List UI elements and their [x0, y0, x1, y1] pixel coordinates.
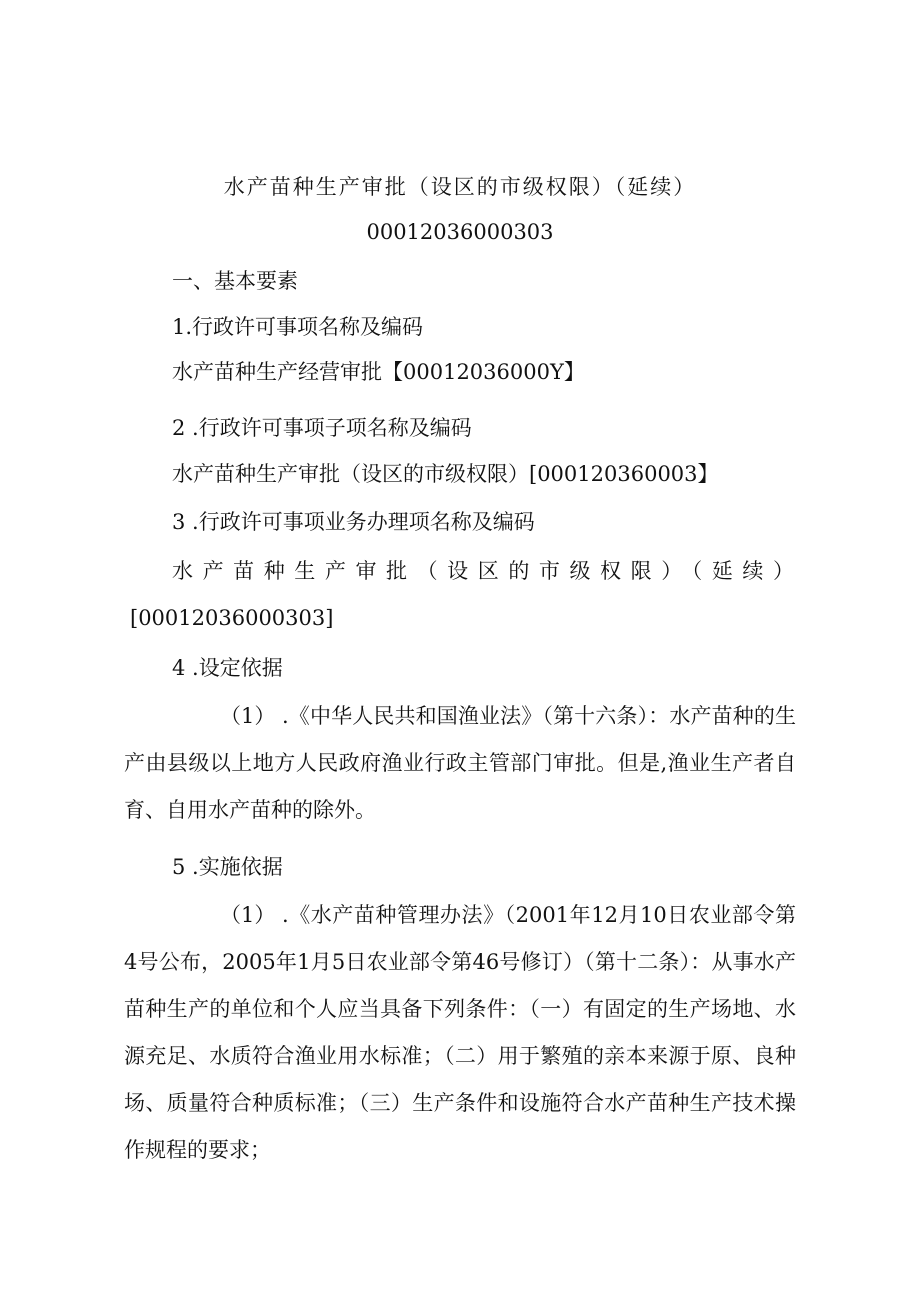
section-heading-basic-elements: 一、基本要素	[172, 269, 298, 293]
item-3-label: 3 .行政许可事项业务办理项名称及编码	[172, 510, 535, 534]
item-5-paragraph	[124, 892, 796, 1174]
item-2-value: 水产苗种生产审批（设区的市级权限）[000120360003】	[172, 462, 719, 486]
item-4-label: 4 .设定依据	[172, 656, 283, 680]
item-1-label: 1.行政许可事项名称及编码	[172, 315, 424, 339]
item-4-subitem-number: （1）	[220, 704, 276, 728]
item-5-subitem-number: （1）	[220, 903, 276, 927]
item-4-paragraph	[124, 693, 796, 834]
item-3-value-line1: 水产苗种生产审批（设区的市级权限）（延续）	[172, 559, 794, 583]
item-5-label: 5 .实施依据	[172, 855, 283, 879]
item-2-label: 2 .行政许可事项子项名称及编码	[172, 416, 472, 440]
item-1-value: 水产苗种生产经营审批【00012036000Y】	[172, 360, 585, 384]
document-code: 00012036000303	[366, 220, 554, 244]
item-4-subitem-text: .《中华人民共和国渔业法》（第十六条）：水产苗种的生产由县级以上地方人民政府渔业行政主管部门审批。但是,渔业生产者自育、自用水产苗种的除外。	[124, 704, 796, 822]
item-5-subitem-text: .《水产苗种管理办法》（2001年12月10日农业部令第4号公布，2005年1月5日农业部令第46号修订）（第十二条）：从事水产苗种生产的单位和个人应当具备下列条件：（一）有固定的生产场地、水源充足、水质符合渔业用水标准；（二）用于繁殖的亲本来源于原、良种场、质量符合种质标准；（三）生产条件和设施符合水产苗种生产技术操作规程的要求；	[124, 903, 796, 1162]
item-3-value-line2: [00012036000303]	[130, 606, 334, 630]
document-title: 水产苗种生产审批（设区的市级权限）（延续）	[223, 175, 697, 199]
